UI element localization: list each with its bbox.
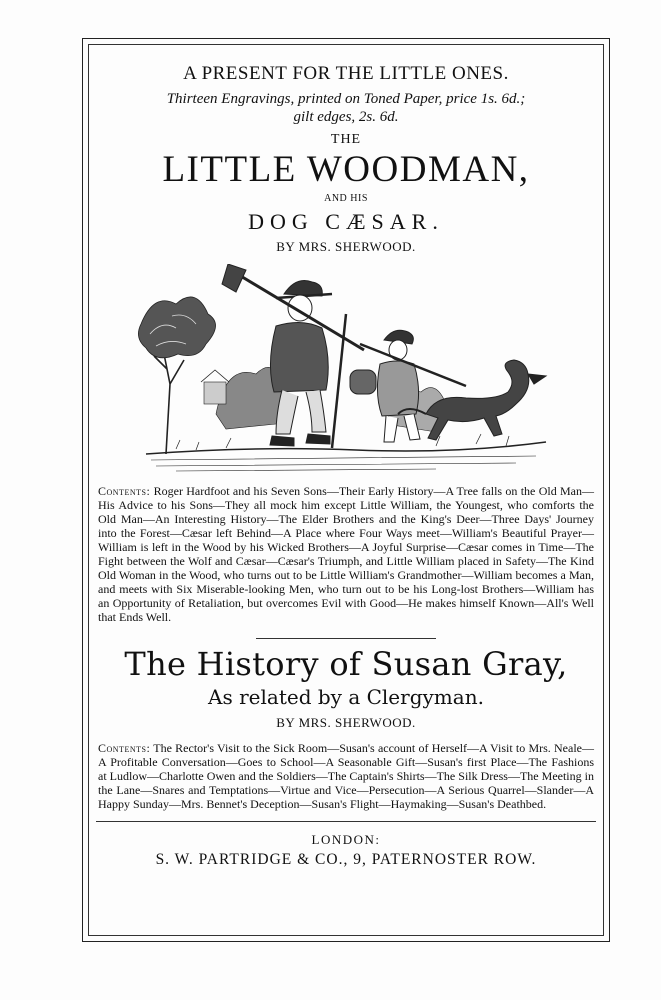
book2-contents: [96, 741, 596, 811]
woodman-engraving-illustration: [136, 264, 556, 476]
book2-author: BY MRS. SHERWOOD.: [276, 715, 416, 730]
book1-the: THE: [330, 132, 362, 147]
imprint-publisher: S. W. PARTRIDGE & CO., 9, PATERNOSTER ROW.: [155, 851, 537, 868]
book1-contents-label: Contents:: [98, 484, 151, 498]
book2-contents-text: The Rector's Visit to the Sick Room—Susan's account of Herself—A Visit to Mrs. Neale—A Profitable Conversation—Goes to School—A Seasonable Gift—Susan's first Place—The Fashions at Ludlow—Charlotte Owen and the Soldiers—The Captain's Shirts—The Silk Dress—The Meeting in the Lane—Snares and Temptations—Virtue and Vice—Persecution—A Serious Quarrel—Slander—A Happy Sunday—Mrs. Bennet's Deception—Susan's Flight—Haymaking—Susan's Deathbed.: [98, 741, 594, 811]
advertisement-page: [96, 58, 596, 869]
present-heading: A PRESENT FOR THE LITTLE ONES.: [183, 63, 509, 84]
book1-author: BY MRS. SHERWOOD.: [276, 239, 416, 254]
engravings-line-2: gilt edges, 2s. 6d.: [293, 109, 399, 125]
book2-subtitle: As related by a Clergyman.: [208, 685, 484, 709]
book1-subtitle: DOG CÆSAR.: [248, 209, 444, 234]
book1-title: LITTLE WOODMAN,: [162, 149, 530, 190]
engravings-line-1: Thirteen Engravings, printed on Toned Paper, price 1s. 6d.;: [166, 91, 526, 107]
book1-contents: [96, 484, 596, 624]
section-divider: [256, 638, 436, 639]
book2-title: The History of Susan Gray,: [124, 645, 568, 683]
imprint-divider: [96, 821, 596, 822]
book2-contents-label: Contents:: [98, 741, 151, 755]
engravings-note: [96, 90, 596, 126]
book1-and-his: AND HIS: [324, 193, 368, 204]
imprint-city: LONDON:: [311, 832, 381, 847]
book1-contents-text: Roger Hardfoot and his Seven Sons—Their Early History—A Tree falls on the Old Man—His Advice to his Sons—They all mock him except Little William, the Youngest, who comforts the Old Man—An Interesting History—The Elder Brothers and the King's Deer—Three Days' Journey into the Forest—Cæsar left Behind—A Place where Four Ways meet—William's Beautiful Prayer—William is left in the Wood by his Wicked Brothers—A Joyful Surprise—Cæsar comes in Time—The Fight between the Wolf and Cæsar—Cæsar's Triumph, and Little William placed in Safety—The Kind Old Woman in the Wood, who turns out to be Little William's Grandmother—William becomes a Man, and meets with Six Miserable-looking Men, who turn out to be his Long-lost Brothers—William has an Opportunity of Retaliation, but overcomes Evil with Good—He makes himself Known—All's Well that Ends Well.: [98, 484, 595, 624]
